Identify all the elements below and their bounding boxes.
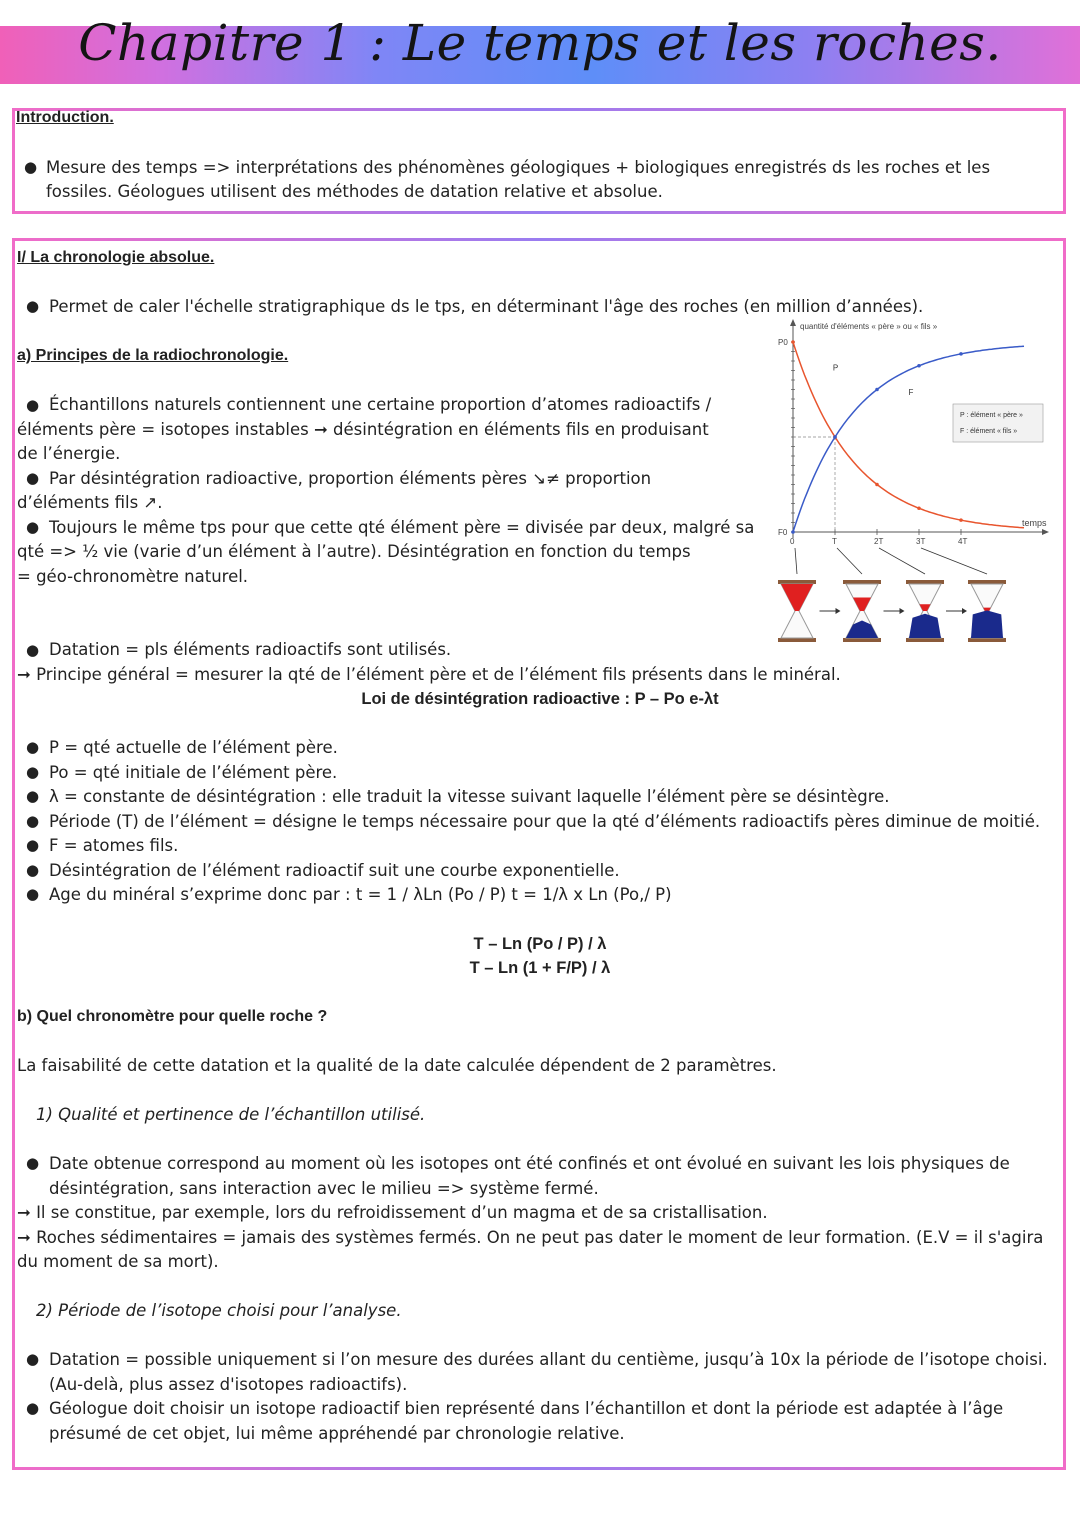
legend-father: P : élément « père » (960, 412, 1023, 419)
bullet-icon: ● (26, 861, 40, 879)
text-line: ➞ Principe général = mesurer la qté de l’élément père et de l’élément fils présents dans le minéral. (17, 665, 841, 684)
text-line: Datation = possible uniquement si l’on mesure des durées allant du centième, jusqu’à 10x la période de l’isotope choisi. (49, 1350, 1048, 1369)
hourglass-icon (778, 580, 816, 642)
text-line: (Au-delà, plus assez d'isotopes radioactifs). (49, 1375, 408, 1394)
data-point (833, 435, 837, 439)
data-point (791, 340, 795, 344)
x-tick-label: 2T (874, 537, 884, 546)
text-line: ➞ Roches sédimentaires = jamais des systèmes fermés. On ne peut pas dater le moment de leur formation. (E.V = il s'agira (17, 1228, 1044, 1247)
arrow-head (836, 608, 841, 614)
text-line: Datation = pls éléments radioactifs sont utilisés. (49, 640, 452, 659)
bullet-icon: ● (26, 738, 40, 756)
hourglass-icon (906, 580, 944, 642)
intro-heading: Introduction. (16, 109, 114, 126)
bullet-icon: ● (26, 1154, 40, 1172)
pointer-arrow (837, 548, 862, 574)
text-line: présumé de cet objet, lui même appréhendé par chronologie relative. (49, 1424, 625, 1443)
y-axis-arrow (790, 319, 796, 326)
arrow-head (900, 608, 905, 614)
sub-b-heading: b) Quel chronomètre pour quelle roche ? (17, 1008, 328, 1025)
bullet-icon: ● (26, 641, 40, 659)
bullet-icon: ● (26, 1350, 40, 1368)
text-line: du moment de sa mort). (17, 1252, 219, 1271)
x-axis-arrow (1042, 529, 1049, 535)
intro-line: Mesure des temps => interprétations des phénomènes géologiques + biologiques enregistrés ds les roches et les (46, 158, 991, 177)
series-label: P (832, 363, 839, 373)
bullet-icon: ● (24, 158, 38, 176)
hourglass-icon (968, 580, 1006, 642)
x-tick-label: 0 (790, 537, 795, 546)
bullet-icon: ● (26, 836, 40, 854)
decay-law: Loi de désintégration radioactive : P – Po e-λt (361, 690, 719, 708)
definition-item: F = atomes fils. (49, 836, 179, 855)
text-line: Toujours le même tps pour que cette qté élément père = divisée par deux, malgré sa (49, 518, 755, 537)
definition-item: Po = qté initiale de l’élément père. (49, 763, 338, 782)
data-point (917, 506, 921, 510)
section1-intro: Permet de caler l'échelle stratigraphique ds le tps, en déterminant l'âge des roches (en million d’années). (49, 297, 924, 316)
intro-line: fossiles. Géologues utilisent des méthodes de datation relative et absolue. (46, 182, 663, 201)
definition-item: Age du minéral s’exprime donc par : t = 1 / λLn (Po / P) t = 1/λ x Ln (Po,/ P) (49, 885, 672, 904)
chart-ylabel: quantité d'éléments « père » ou « fils » (800, 322, 938, 331)
y-tick-label: F0 (778, 528, 788, 537)
data-point (959, 352, 963, 356)
formula-1: T – Ln (Po / P) / λ (473, 935, 607, 953)
arrow-head (962, 608, 967, 614)
bullet-icon: ● (26, 297, 40, 315)
bullet-icon: ● (26, 763, 40, 781)
x-tick-label: T (832, 537, 837, 546)
text-line: éléments père = isotopes instables ➞ désintégration en éléments fils en produisant (17, 420, 709, 439)
page-title: Chapitre 1 : Le temps et les roches. (78, 14, 1002, 72)
bullet-icon: ● (26, 469, 40, 487)
bullet-icon: ● (26, 518, 40, 536)
pointer-arrow (879, 548, 925, 574)
formula-2: T – Ln (1 + F/P) / λ (469, 959, 611, 977)
data-point (791, 530, 795, 534)
data-point (875, 483, 879, 487)
text-line: Par désintégration radioactive, proportion éléments pères ↘≠ proportion (49, 469, 652, 488)
text-line: ➞ Il se constitue, par exemple, lors du refroidissement d’un magma et de sa cristallisation. (17, 1203, 768, 1222)
point2-title: 2) Période de l’isotope choisi pour l’analyse. (36, 1301, 402, 1320)
decay-chart (770, 316, 1055, 646)
y-tick-label: P0 (778, 338, 788, 347)
data-point (959, 518, 963, 522)
chart-xlabel: temps (1022, 518, 1047, 528)
text-line: Échantillons naturels contiennent une certaine proportion d’atomes radioactifs / (49, 395, 712, 414)
text-line: de l’énergie. (17, 444, 121, 463)
pointer-arrow (921, 548, 987, 574)
pointer-arrow (795, 548, 797, 574)
text-line: = géo-chronomètre naturel. (17, 567, 249, 586)
series-label: F (908, 388, 914, 398)
legend-son: F : élément « fils » (960, 428, 1018, 435)
bullet-icon: ● (26, 787, 40, 805)
data-point (875, 388, 879, 392)
bullet-icon: ● (26, 396, 40, 414)
text-line: Date obtenue correspond au moment où les isotopes ont été confinés et ont évolué en suivant les lois physiques de (49, 1154, 1010, 1173)
x-tick-label: 3T (916, 537, 926, 546)
x-tick-label: 4T (958, 537, 968, 546)
text-line: Géologue doit choisir un isotope radioactif bien représenté dans l’échantillon et dont la période est adaptée à l’âge (49, 1399, 1004, 1418)
sub-a-heading: a) Principes de la radiochronologie. (17, 347, 289, 364)
bullet-icon: ● (26, 1399, 40, 1417)
text-line: d’éléments fils ↗. (17, 493, 163, 512)
definition-item: Période (T) de l’élément = désigne le temps nécessaire pour que la qté d’éléments radioactifs pères diminue de moitié. (49, 812, 1041, 831)
section1-heading: I/ La chronologie absolue. (17, 249, 215, 266)
definition-item: P = qté actuelle de l’élément père. (49, 738, 338, 757)
hourglass-icon (843, 580, 881, 642)
bullet-icon: ● (26, 812, 40, 830)
text-line: désintégration, sans interaction avec le milieu => système fermé. (49, 1179, 599, 1198)
sub-b-intro: La faisabilité de cette datation et la qualité de la date calculée dépendent de 2 paramètres. (17, 1056, 777, 1075)
definition-item: Désintégration de l’élément radioactif suit une courbe exponentielle. (49, 861, 620, 880)
bullet-icon: ● (26, 885, 40, 903)
data-point (917, 364, 921, 368)
legend (953, 404, 1043, 442)
text-line: qté => ½ vie (varie d’un élément à l’autre). Désintégration en fonction du temps (17, 542, 691, 561)
definition-item: λ = constante de désintégration : elle traduit la vitesse suivant laquelle l’élément père se désintègre. (49, 787, 890, 806)
point1-title: 1) Qualité et pertinence de l’échantillon utilisé. (36, 1105, 426, 1124)
